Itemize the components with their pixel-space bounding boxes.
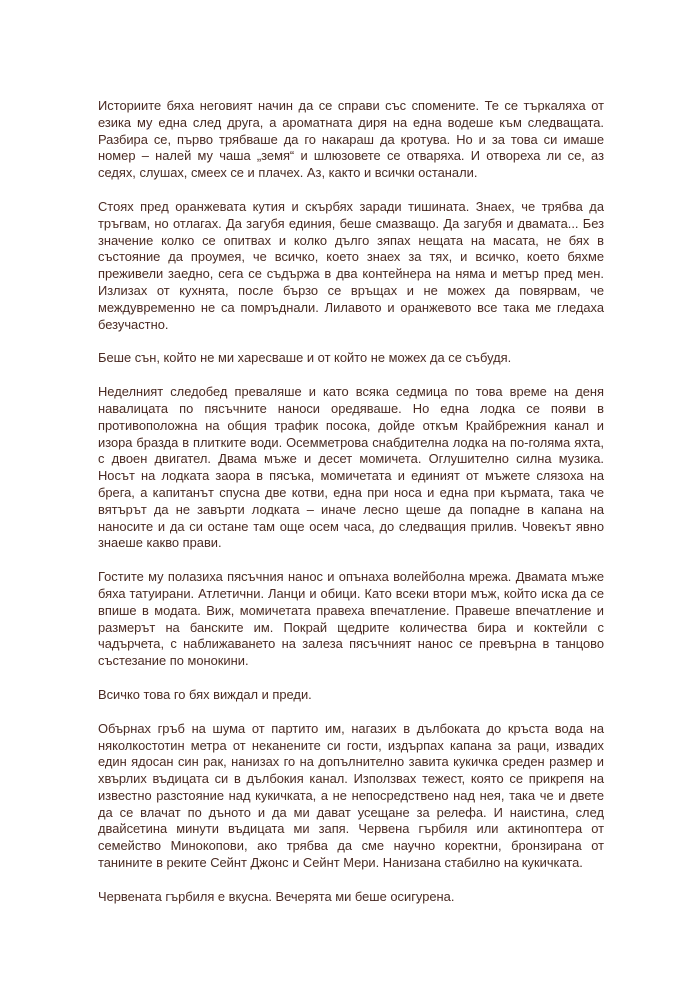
paragraph-1: Историите бяха неговият начин да се справи със спомените. Те се търкаляха от езика му една след друга, а ароматната диря на една водеше към следващата. Разбира се, първо трябваше да го накараш да кротува. Но и за това си имаше номер – налей му чаша „земя“ и шлюзовете се отваряха. И отвореха ли се, аз седях, слушах, смеех се и плачех. Аз, както и всички останали. — [98, 98, 604, 181]
document-body — [98, 98, 604, 923]
paragraph-4: Неделният следобед преваляше и като всяка седмица по това време на деня навалицата по пясъчните наноси оредяваше. Но една лодка се появи в противоположна на общия трафик посока, дойде откъм Крайбрежния канал и изора бразда в плитките води. Осемметрова снабдителна лодка на по-голяма яхта, с двоен двигател. Двама мъже и десет момичета. Оглушително силна музика. Носът на лодката заора в пясъка, момичетата и единият от мъжете слязоха на брега, а капитанът спусна две котви, една при носа и една при кърмата, така че вятърът да не завърти лодката – иначе лесно щеше да попадне в капана на наносите и да си остане там още осем часа, до следващия прилив. Човекът явно знаеше какво прави. — [98, 384, 604, 551]
paragraph-2: Стоях пред оранжевата кутия и скърбях заради тишината. Знаех, че трябва да тръгвам, но отлагах. Да загубя единия, беше смазващо. Да загубя и двамата... Без значение колко се опитвах и колко дълго зяпах нещата на масата, не бях в състояние да проумея, че всичко, което знаех за тях, и всичко, което бяхме преживели заедно, сега се съдържа в два контейнера на няма и метър пред мен. Излизах от кухнята, после бързо се връщах и не можех да повярвам, че междувременно не са помръднали. Лилавото и оранжевото все така ме гледаха безучастно. — [98, 198, 604, 332]
paragraph-5: Гостите му полазиха пясъчния нанос и опънаха волейболна мрежа. Двамата мъже бяха татуирани. Атлетични. Ланци и обици. Като всеки втори мъж, който иска да се впише в модата. Виж, момичетата правеха впечатление. Правеше впечатление и размерът на банските им. Покрай щедрите количества бира и коктейли с чадърчета, с наближаването на залеза пясъчният нанос се превърна в танцово състезание по монокини. — [98, 569, 604, 669]
paragraph-7: Обърнах гръб на шума от партито им, нагазих в дълбоката до кръста вода на няколкостотин метра от неканените си гости, издърпах капана за раци, извадих един ядосан син рак, нанизах го на допълнително завита кукичка среден размер и хвърлих въдицата си в дълбокия канал. Използвах тежест, която се прикрепя на известно разстояние над кукичката, а не непосредствено над нея, така че и двете да се влачат по дъното и да ми дават усещане за релефа. И наистина, след двайсетина минути въдицата ми запя. Червена гърбиля или актиноптера от семейство Минокопови, ако трябва да сме научно коректни, бронзирана от танините в реките Сейнт Джонс и Сейнт Мери. Нанизана стабилно на кукичката. — [98, 720, 604, 871]
paragraph-3: Беше сън, който не ми харесваше и от който не можех да се събудя. — [98, 350, 512, 366]
paragraph-8: Червената гърбиля е вкусна. Вечерята ми беше осигурена. — [98, 888, 455, 904]
paragraph-6: Всичко това го бях виждал и преди. — [98, 686, 312, 702]
